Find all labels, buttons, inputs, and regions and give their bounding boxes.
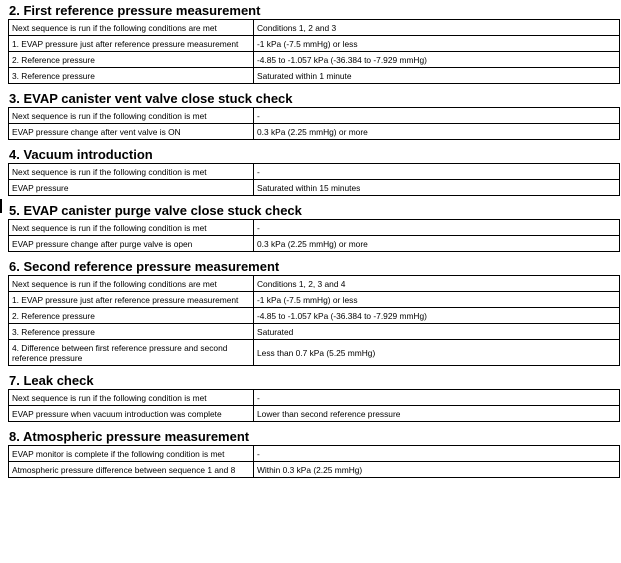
section-vent-valve-check [8, 90, 617, 140]
spec-table [8, 19, 620, 84]
condition-label: 1. EVAP pressure just after reference pressure measurement [9, 36, 254, 52]
table-row [9, 462, 620, 478]
section-atmospheric-pressure [8, 428, 617, 478]
section-title: 5. EVAP canister purge valve close stuck check [9, 203, 302, 218]
condition-value: - [254, 108, 620, 124]
condition-label: 3. Reference pressure [9, 324, 254, 340]
table-row [9, 308, 620, 324]
condition-value: -1 kPa (-7.5 mmHg) or less [254, 36, 620, 52]
condition-label: Next sequence is run if the following conditions are met [9, 276, 254, 292]
spec-table [8, 219, 620, 252]
condition-label: Next sequence is run if the following conditions are met [9, 20, 254, 36]
condition-value: 0.3 kPa (2.25 mmHg) or more [254, 124, 620, 140]
condition-value: - [254, 390, 620, 406]
condition-label: Next sequence is run if the following condition is met [9, 164, 254, 180]
condition-value: Conditions 1, 2 and 3 [254, 20, 620, 36]
table-row [9, 52, 620, 68]
condition-value: -4.85 to -1.057 kPa (-36.384 to -7.929 mmHg) [254, 308, 620, 324]
table-row [9, 406, 620, 422]
condition-value: -1 kPa (-7.5 mmHg) or less [254, 292, 620, 308]
table-row [9, 20, 620, 36]
condition-value: Saturated within 1 minute [254, 68, 620, 84]
section-title: 3. EVAP canister vent valve close stuck check [9, 91, 293, 106]
section-second-reference-pressure [8, 258, 617, 366]
section-vacuum-introduction [8, 146, 617, 196]
section-purge-valve-check [8, 202, 617, 252]
section-first-reference-pressure [8, 2, 617, 84]
condition-label: Atmospheric pressure difference between sequence 1 and 8 [9, 462, 254, 478]
condition-value: Saturated [254, 324, 620, 340]
condition-label: EVAP pressure [9, 180, 254, 196]
margin-marker [0, 199, 2, 213]
section-title: 8. Atmospheric pressure measurement [9, 429, 250, 444]
condition-label: 2. Reference pressure [9, 308, 254, 324]
table-row [9, 124, 620, 140]
table-row [9, 180, 620, 196]
table-row [9, 108, 620, 124]
spec-table [8, 163, 620, 196]
condition-value: Saturated within 15 minutes [254, 180, 620, 196]
table-row [9, 220, 620, 236]
section-title: 4. Vacuum introduction [9, 147, 153, 162]
table-row [9, 276, 620, 292]
section-title: 7. Leak check [9, 373, 94, 388]
condition-label: 1. EVAP pressure just after reference pressure measurement [9, 292, 254, 308]
condition-value: 0.3 kPa (2.25 mmHg) or more [254, 236, 620, 252]
condition-label: 4. Difference between first reference pressure and second reference pressure [9, 340, 254, 366]
table-row [9, 390, 620, 406]
table-row [9, 324, 620, 340]
condition-label: EVAP pressure change after purge valve is open [9, 236, 254, 252]
spec-table [8, 107, 620, 140]
condition-label: Next sequence is run if the following condition is met [9, 108, 254, 124]
condition-value: Lower than second reference pressure [254, 406, 620, 422]
condition-label: EVAP pressure change after vent valve is ON [9, 124, 254, 140]
section-title: 2. First reference pressure measurement [9, 3, 261, 18]
condition-label: 3. Reference pressure [9, 68, 254, 84]
condition-value: Less than 0.7 kPa (5.25 mmHg) [254, 340, 620, 366]
table-row [9, 236, 620, 252]
table-row [9, 446, 620, 462]
table-row [9, 164, 620, 180]
table-row [9, 292, 620, 308]
spec-table [8, 275, 620, 366]
condition-value: - [254, 446, 620, 462]
table-row [9, 340, 620, 366]
condition-label: EVAP monitor is complete if the following condition is met [9, 446, 254, 462]
condition-value: - [254, 164, 620, 180]
document [8, 2, 617, 484]
condition-value: Conditions 1, 2, 3 and 4 [254, 276, 620, 292]
condition-label: EVAP pressure when vacuum introduction was complete [9, 406, 254, 422]
condition-label: Next sequence is run if the following condition is met [9, 390, 254, 406]
condition-value: Within 0.3 kPa (2.25 mmHg) [254, 462, 620, 478]
section-leak-check [8, 372, 617, 422]
condition-value: -4.85 to -1.057 kPa (-36.384 to -7.929 mmHg) [254, 52, 620, 68]
spec-table [8, 389, 620, 422]
condition-label: 2. Reference pressure [9, 52, 254, 68]
table-row [9, 68, 620, 84]
section-title: 6. Second reference pressure measurement [9, 259, 280, 274]
condition-label: Next sequence is run if the following condition is met [9, 220, 254, 236]
table-row [9, 36, 620, 52]
condition-value: - [254, 220, 620, 236]
spec-table [8, 445, 620, 478]
